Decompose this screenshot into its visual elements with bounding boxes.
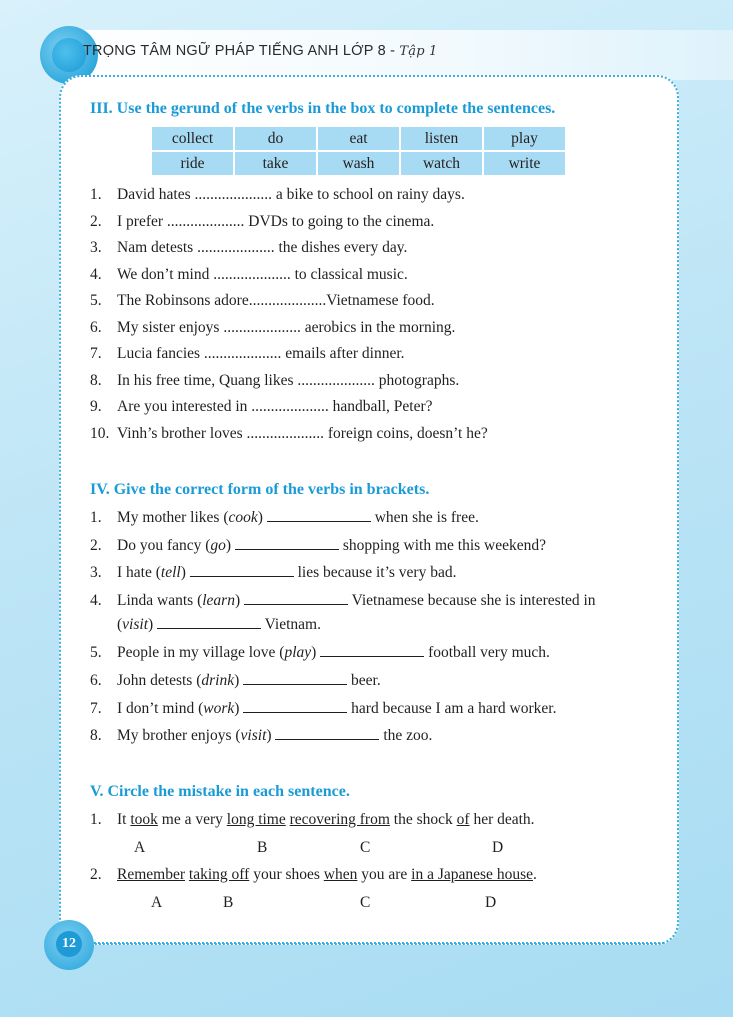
item-number: 5. — [90, 644, 102, 661]
item-verb: drink — [201, 672, 235, 689]
q1-letter-c: C — [360, 839, 371, 856]
item-pre: My mother likes ( — [117, 509, 229, 526]
exercise-3-item — [90, 398, 433, 416]
item-number: 8. — [90, 727, 102, 744]
item-number: 2. — [90, 213, 102, 230]
item-post: ) — [311, 644, 321, 661]
exercise-4-item — [90, 672, 381, 690]
exercise-5-question-2 — [90, 866, 537, 884]
q1-option-a[interactable]: took — [130, 811, 158, 828]
item-number: 6. — [90, 672, 102, 689]
item-pre: Linda wants ( — [117, 592, 203, 609]
q1-option-d[interactable]: of — [456, 811, 470, 828]
footer-divider — [94, 942, 664, 944]
q1-part: me a very — [157, 811, 227, 828]
q2-part: . — [532, 866, 537, 883]
section-4-heading: IV. Give the correct form of the verbs in brackets. — [90, 481, 430, 498]
item-text: Vinh’s brother loves .................... foreign coins, doesn’t he? — [117, 425, 488, 442]
item-number: 7. — [90, 345, 102, 362]
q1-letter-b: B — [257, 839, 268, 856]
verb-box — [150, 125, 567, 177]
exercise-4-item — [90, 592, 596, 610]
q1-part: the shock — [389, 811, 457, 828]
item-text: Lucia fancies .................... emails after dinner. — [117, 345, 405, 362]
exercise-3-item — [90, 345, 405, 363]
item-verb: go — [210, 537, 226, 554]
item-pre: John detests ( — [117, 672, 202, 689]
item-pre: My brother enjoys ( — [117, 727, 241, 744]
item-number: 9. — [90, 398, 102, 415]
item-number: 8. — [90, 372, 102, 389]
item-pre: People in my village love ( — [117, 644, 285, 661]
q1-letter-a: A — [134, 839, 146, 856]
answer-blank[interactable] — [267, 509, 371, 522]
q2-letter-c: C — [360, 894, 371, 911]
q2-part: you are — [357, 866, 412, 883]
item-number: 3. — [90, 564, 102, 581]
q1-option-b[interactable]: long time — [226, 811, 286, 828]
item-post: ) — [180, 564, 190, 581]
section-5-heading: V. Circle the mistake in each sentence. — [90, 783, 350, 800]
exercise-4-item — [90, 509, 479, 527]
answer-blank[interactable] — [235, 537, 339, 550]
item-text: David hates .................... a bike to school on rainy days. — [117, 186, 465, 203]
item-text: In his free time, Quang likes .................... photographs. — [117, 372, 460, 389]
verb-cell: ride — [152, 152, 233, 175]
q2-letter-b: B — [223, 894, 234, 911]
item-text: The Robinsons adore....................Vietnamese food. — [117, 292, 435, 309]
answer-blank[interactable] — [275, 727, 379, 740]
answer-blank[interactable] — [190, 564, 294, 577]
q2-letter-d: D — [485, 894, 497, 911]
item-text: We don’t mind .................... to classical music. — [117, 266, 408, 283]
item-number: 2. — [90, 537, 102, 554]
item-pre: ( — [117, 616, 123, 633]
book-title-text: TRỌNG TÂM NGỮ PHÁP TIẾNG ANH LỚP 8 - — [83, 43, 400, 59]
verb-box-row — [152, 127, 565, 150]
item-number: 4. — [90, 592, 102, 609]
q2-option-d[interactable]: in a Japanese house — [411, 866, 533, 883]
item-post: ) — [225, 537, 235, 554]
verb-box-row — [152, 152, 565, 175]
item-after: beer. — [347, 672, 381, 689]
item-text: Are you interested in .................... handball, Peter? — [117, 398, 433, 415]
item-verb: visit — [240, 727, 267, 744]
verb-cell: eat — [318, 127, 399, 150]
page-number: 12 — [56, 931, 82, 957]
exercise-3-item — [90, 372, 459, 390]
exercise-3-item — [90, 266, 408, 284]
q2-part: your shoes — [249, 866, 324, 883]
item-number: 7. — [90, 700, 102, 717]
item-text: I prefer .................... DVDs to going to the cinema. — [117, 213, 435, 230]
item-after: the zoo. — [379, 727, 433, 744]
q1-letter-d: D — [492, 839, 504, 856]
verb-cell: wash — [318, 152, 399, 175]
exercise-3-item — [90, 425, 488, 443]
exercise-4-item — [90, 700, 556, 718]
verb-cell: take — [235, 152, 316, 175]
item-post: ) — [234, 672, 244, 689]
q2-option-c[interactable]: when — [323, 866, 358, 883]
item-verb: learn — [202, 592, 235, 609]
book-title — [83, 43, 438, 59]
item-number: 5. — [90, 292, 102, 309]
item-post: ) — [234, 700, 244, 717]
verb-cell: collect — [152, 127, 233, 150]
item-after: football very much. — [424, 644, 550, 661]
verb-cell: watch — [401, 152, 482, 175]
item-post: ) — [257, 509, 267, 526]
item-pre: I don’t mind ( — [117, 700, 204, 717]
item-verb: cook — [228, 509, 258, 526]
exercise-4-item-continued — [90, 616, 321, 634]
item-post: ) — [266, 727, 276, 744]
exercise-3-item — [90, 213, 434, 231]
item-number: 4. — [90, 266, 102, 283]
exercise-3-item — [90, 239, 407, 257]
item-pre: Do you fancy ( — [117, 537, 211, 554]
header-circle-inner-icon — [52, 38, 86, 72]
item-number: 1. — [90, 186, 102, 203]
item-text: Nam detests .................... the dishes every day. — [117, 239, 408, 256]
q2-letter-a: A — [151, 894, 163, 911]
item-after: Vietnam. — [261, 616, 321, 633]
exercise-4-item — [90, 564, 456, 582]
exercise-3-item — [90, 292, 435, 310]
q1-option-c[interactable]: recovering from — [289, 811, 390, 828]
answer-blank[interactable] — [320, 644, 424, 657]
item-after: hard because I am a hard worker. — [347, 700, 557, 717]
q2-option-a[interactable]: Remember — [117, 866, 186, 883]
answer-blank[interactable] — [157, 616, 261, 629]
item-post: ) — [148, 616, 158, 633]
section-3-heading: III. Use the gerund of the verbs in the box to complete the sentences. — [90, 100, 556, 117]
verb-cell: listen — [401, 127, 482, 150]
exercise-5-question-1 — [90, 811, 535, 829]
verb-cell: play — [484, 127, 565, 150]
answer-blank[interactable] — [243, 672, 347, 685]
item-number: 6. — [90, 319, 102, 336]
item-number: 2. — [90, 866, 102, 883]
item-verb: work — [203, 700, 235, 717]
item-number: 3. — [90, 239, 102, 256]
verb-cell: write — [484, 152, 565, 175]
q1-part: her death. — [469, 811, 535, 828]
q1-part: It — [117, 811, 131, 828]
item-post: ) — [234, 592, 244, 609]
item-after: when she is free. — [370, 509, 479, 526]
exercise-4-item — [90, 644, 550, 662]
item-after: lies because it’s very bad. — [293, 564, 457, 581]
item-verb: tell — [160, 564, 181, 581]
q2-option-b[interactable]: taking off — [188, 866, 250, 883]
exercise-3-item — [90, 186, 465, 204]
item-verb: play — [284, 644, 312, 661]
exercise-4-item — [90, 727, 432, 745]
verb-cell: do — [235, 127, 316, 150]
item-number: 1. — [90, 509, 102, 526]
item-verb: visit — [122, 616, 149, 633]
item-after: shopping with me this weekend? — [338, 537, 547, 554]
item-pre: I hate ( — [117, 564, 161, 581]
item-after: Vietnamese because she is interested in — [348, 592, 596, 609]
item-number: 1. — [90, 811, 102, 828]
exercise-4-item — [90, 537, 546, 555]
answer-blank[interactable] — [244, 592, 348, 605]
exercise-3-item — [90, 319, 455, 337]
volume-label: Tập 1 — [399, 44, 438, 59]
item-text: My sister enjoys .................... aerobics in the morning. — [117, 319, 456, 336]
answer-blank[interactable] — [243, 700, 347, 713]
item-number: 10. — [90, 425, 110, 442]
